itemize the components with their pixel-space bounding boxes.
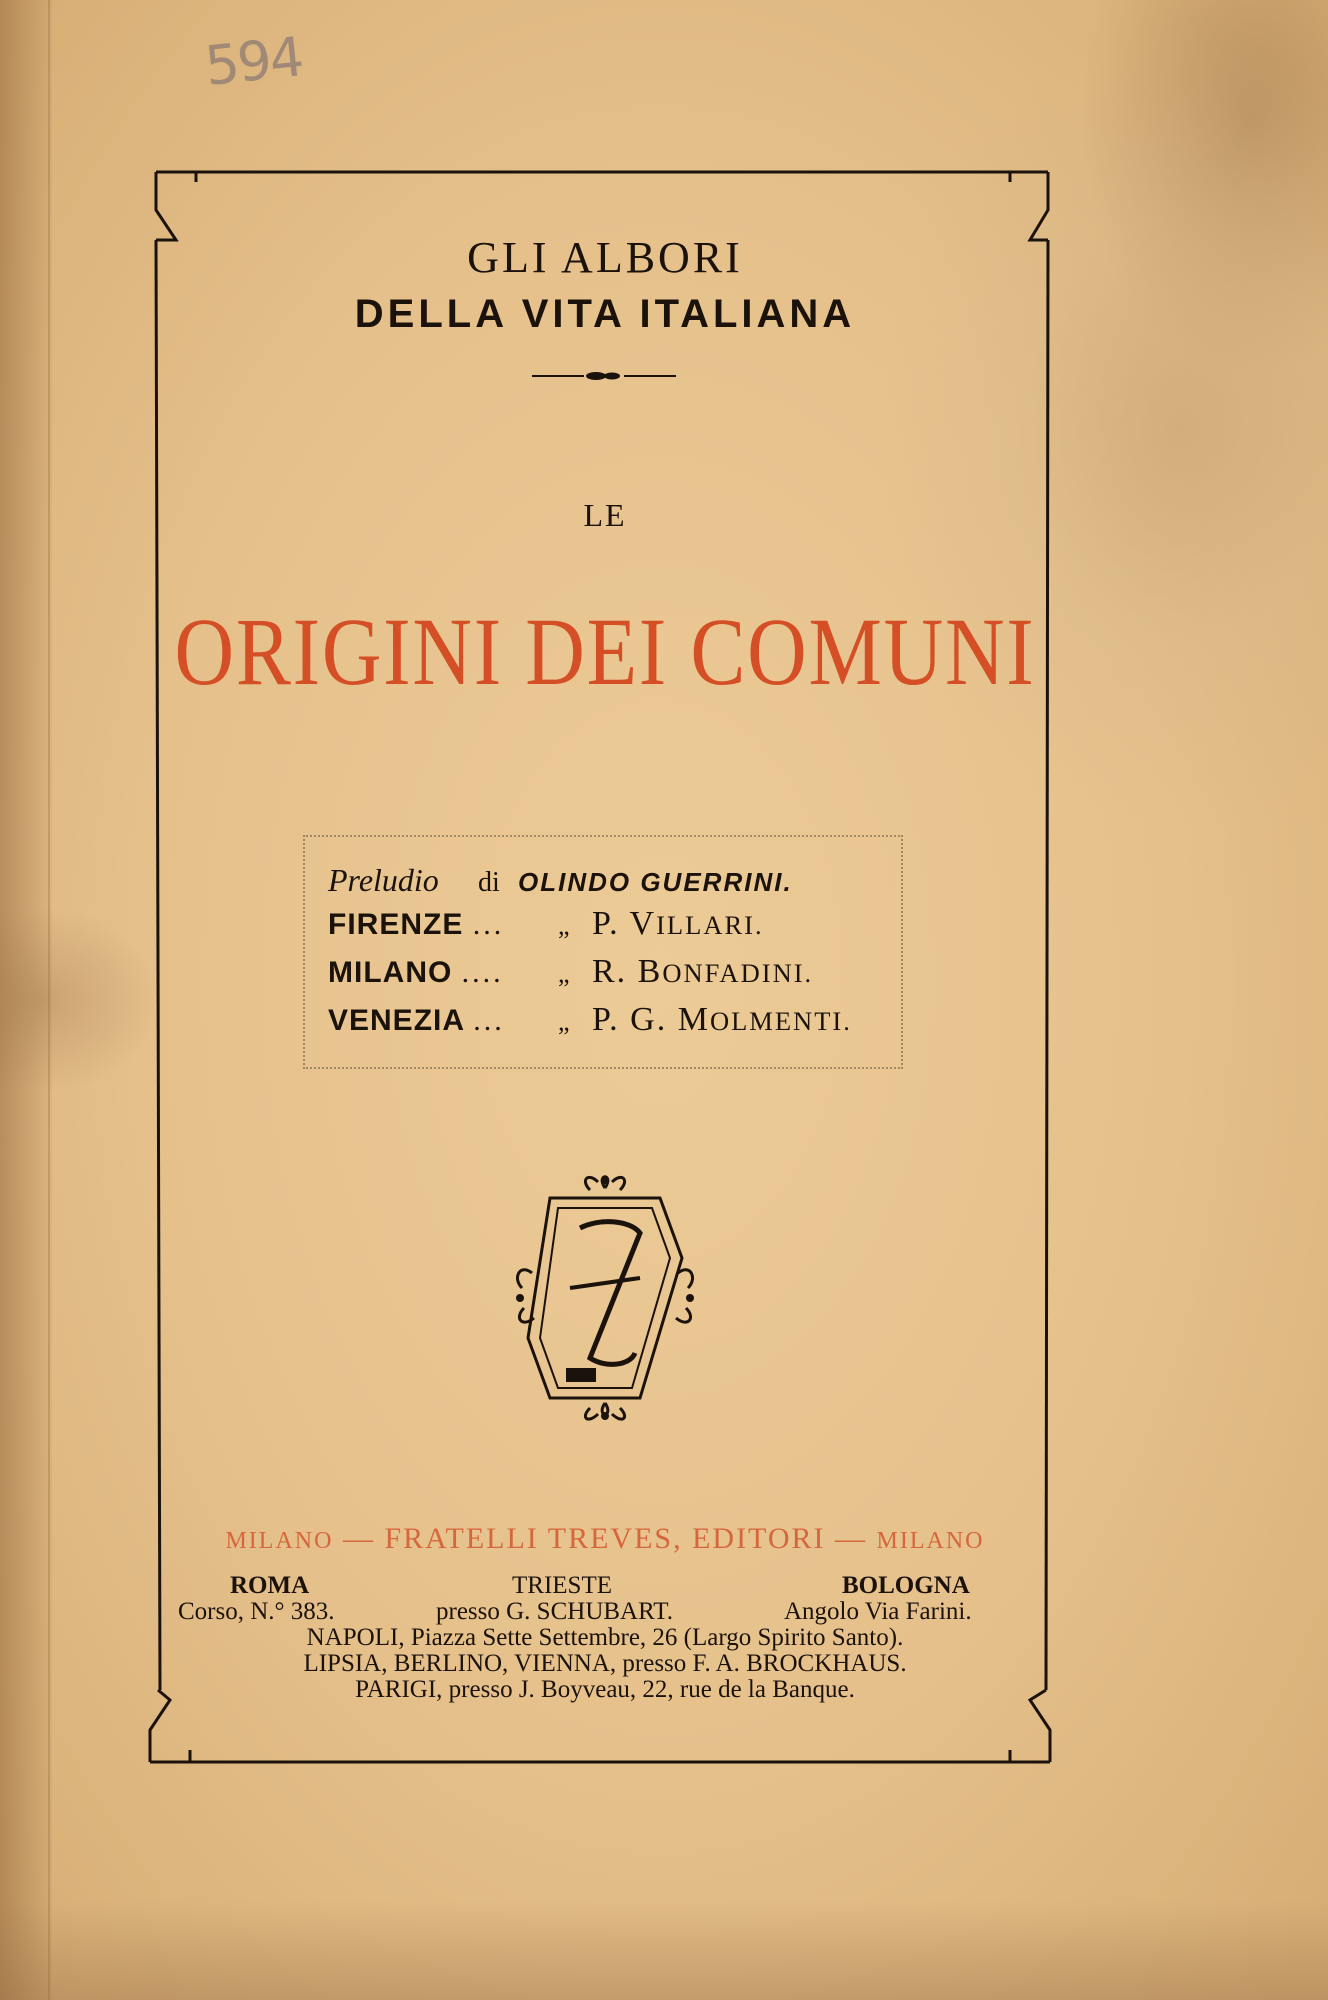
leader-dots: ... bbox=[472, 908, 505, 941]
city-name: VENEZIA bbox=[328, 1004, 464, 1037]
publisher-separator: — bbox=[342, 1522, 375, 1555]
author-surname: ONFADINI. bbox=[662, 958, 814, 988]
author-initial: P. G. M bbox=[592, 1001, 710, 1038]
handwritten-number: 594 bbox=[201, 25, 306, 98]
ditto-mark: „ bbox=[558, 911, 570, 940]
branch-trieste-name: TRIESTE bbox=[512, 1572, 612, 1599]
main-title: ORIGINI DEI COMUNI bbox=[174, 598, 1036, 705]
publisher-line bbox=[0, 1522, 1210, 1556]
ditto-mark: „ bbox=[558, 959, 570, 988]
prelude-di: di bbox=[478, 867, 500, 898]
author-initial: R. B bbox=[592, 953, 663, 990]
series-title: GLI ALBORI bbox=[467, 233, 743, 282]
author-surname: ILLARI. bbox=[656, 910, 764, 940]
contents-row-venezia bbox=[328, 1001, 852, 1039]
prelude-author: OLINDO GUERRINI. bbox=[518, 867, 793, 897]
leader-dots: .... bbox=[461, 956, 504, 989]
contents-row-firenze bbox=[328, 905, 764, 943]
publisher-emblem-icon bbox=[510, 1168, 700, 1428]
author-surname: OLMENTI. bbox=[709, 1006, 852, 1036]
title-article: LE bbox=[583, 497, 627, 533]
branch-parigi: PARIGI, presso J. Boyveau, 22, rue de la Banque. bbox=[355, 1676, 855, 1703]
prelude-label: Preludio bbox=[328, 862, 439, 898]
publisher-city-right: MILANO bbox=[876, 1528, 985, 1554]
author-initial: P. V bbox=[592, 905, 657, 942]
branch-napoli: NAPOLI, Piazza Sette Settembre, 26 (Largo Spirito Santo). bbox=[306, 1624, 904, 1651]
ornamental-divider bbox=[532, 369, 676, 383]
publisher-city-left: MILANO bbox=[225, 1528, 334, 1554]
ditto-mark: „ bbox=[558, 1007, 570, 1036]
branch-roma-name: ROMA bbox=[230, 1572, 310, 1599]
city-name: MILANO bbox=[328, 956, 453, 989]
branch-roma-address: Corso, N.° 383. bbox=[178, 1598, 335, 1625]
publisher-name: FRATELLI TREVES, EDITORI bbox=[384, 1522, 826, 1555]
publisher-separator: — bbox=[835, 1522, 868, 1555]
prelude-row bbox=[328, 862, 793, 900]
series-subtitle: DELLA VITA ITALIANA bbox=[354, 292, 856, 336]
city-name: FIRENZE bbox=[328, 908, 464, 941]
leader-dots: ... bbox=[473, 1004, 505, 1037]
contents-row-milano bbox=[328, 953, 813, 991]
branch-bologna-name: BOLOGNA bbox=[842, 1572, 970, 1599]
branch-lipsia: LIPSIA, BERLINO, VIENNA, presso F. A. BROCKHAUS. bbox=[303, 1650, 907, 1677]
branch-bologna-address: Angolo Via Farini. bbox=[784, 1598, 972, 1625]
branch-trieste-address: presso G. SCHUBART. bbox=[436, 1598, 673, 1625]
